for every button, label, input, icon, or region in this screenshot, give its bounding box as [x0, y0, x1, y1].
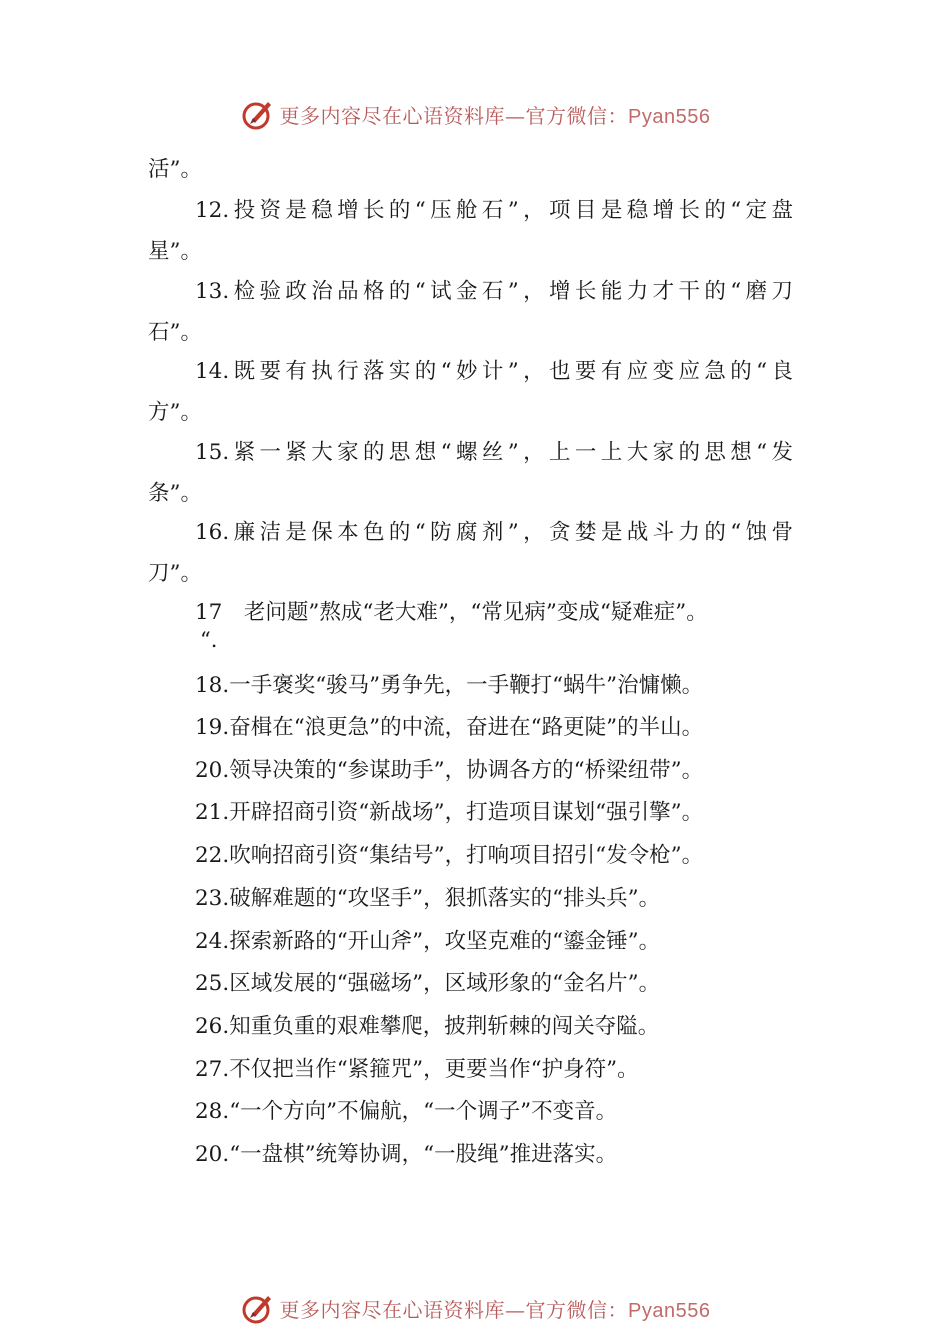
text-line: 方”。 [148, 400, 202, 425]
text-line: 16.廉洁是保本色的“防腐剂”，贪婪是战斗力的“蚀骨 [195, 520, 793, 545]
text-line: 15.紧一紧大家的思想“螺丝”，上一上大家的思想“发 [195, 440, 793, 465]
header-banner-text: 更多内容尽在心语资料库—官方微信：Pyan556 [279, 103, 711, 128]
text-line: 28.“一个方向”不偏航，“一个调子”不变音。 [195, 1099, 618, 1124]
text-line: 17 老问题”熬成“老大难”，“常见病”变成“疑难症”。 [195, 600, 708, 625]
text-line: 26.知重负重的艰难攀爬，披荆斩棘的闯关夺隘。 [195, 1014, 660, 1039]
text-line: 20.领导决策的“参谋助手”，协调各方的“桥梁纽带”。 [195, 758, 704, 783]
text-line: 27.不仅把当作“紧箍咒”，更要当作“护身符”。 [195, 1057, 639, 1082]
quill-logo-icon [240, 1290, 276, 1326]
text-line: 活”。 [148, 157, 202, 182]
text-line: 18.一手褒奖“骏马”勇争先，一手鞭打“蜗牛”治慵懒。 [195, 673, 704, 698]
quill-logo-icon [240, 96, 276, 132]
text-line: 条”。 [148, 481, 202, 506]
text-line: 22.吹响招商引资“集结号”，打响项目招引“发令枪”。 [195, 843, 704, 868]
footer-banner-text: 更多内容尽在心语资料库—官方微信：Pyan556 [279, 1297, 711, 1322]
text-line: 24.探索新路的“开山斧”，攻坚克难的“鎏金锤”。 [195, 929, 661, 954]
stray-mark: “. [200, 628, 218, 652]
text-line: 23.破解难题的“攻坚手”，狠抓落实的“排头兵”。 [195, 886, 661, 911]
text-line: 21.开辟招商引资“新战场”，打造项目谋划“强引擎”。 [195, 800, 704, 825]
text-line: 星”。 [148, 239, 202, 264]
text-line: 石”。 [148, 320, 202, 345]
header-wechat-id: Pyan556 [628, 105, 711, 128]
text-line: 13.检验政治品格的“试金石”，增长能力才干的“磨刀 [195, 279, 793, 304]
footer-banner [0, 1288, 950, 1328]
header-banner [0, 94, 950, 134]
text-line: 刀”。 [148, 561, 202, 586]
text-line: 14.既要有执行落实的“妙计”，也要有应变应急的“良 [195, 359, 793, 384]
text-line: 20.“一盘棋”统筹协调，“一股绳”推进落实。 [195, 1142, 618, 1167]
text-line: 19.奋楫在“浪更急”的中流，奋进在“路更陡”的半山。 [195, 715, 704, 740]
text-line: 25.区域发展的“强磁场”，区域形象的“金名片”。 [195, 971, 661, 996]
text-line: 12.投资是稳增长的“压舱石”，项目是稳增长的“定盘 [195, 198, 793, 223]
footer-wechat-id: Pyan556 [628, 1299, 711, 1322]
